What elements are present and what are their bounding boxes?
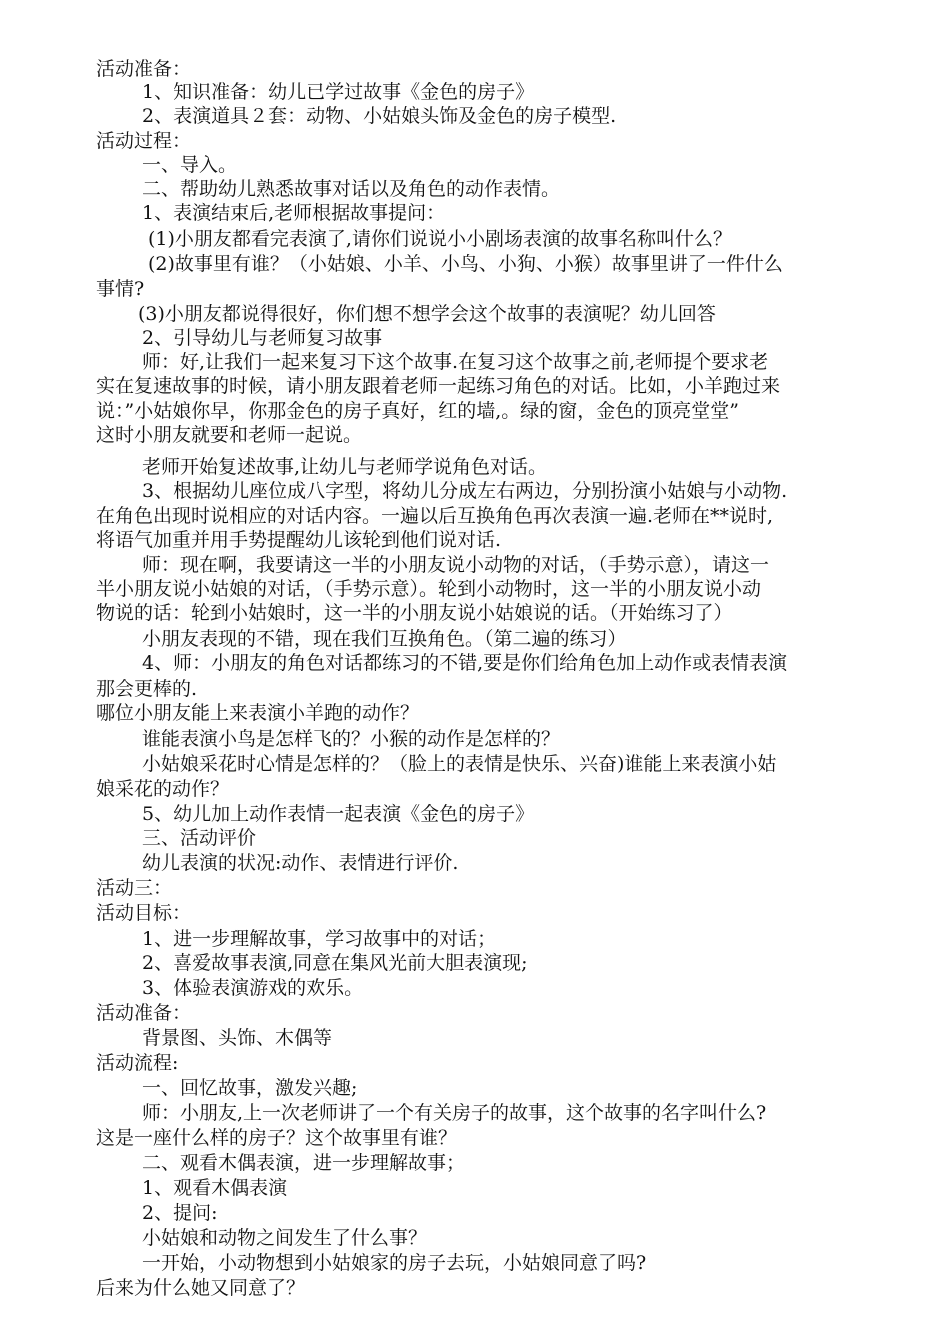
paragraph-line: 二、帮助幼儿熟悉故事对话以及角色的动作表情。: [142, 178, 561, 200]
paragraph-line: 实在复速故事的时候，请小朋友跟着老师一起练习角色的对话。比如，小羊跑过来: [96, 375, 781, 397]
paragraph-line: 1、表演结束后,老师根据故事提问：: [142, 202, 446, 224]
paragraph-line: 事情?: [96, 278, 145, 300]
paragraph-line: 这时小朋友就要和老师一起说。: [96, 424, 363, 446]
paragraph-line: 2、表演道具２套：动物、小姑娘头饰及金色的房子模型.: [142, 105, 617, 127]
paragraph-line: (3)小朋友都说得很好，你们想不想学会这个故事的表演呢？幼儿回答: [138, 303, 716, 325]
paragraph-line: 后来为什么她又同意了？: [96, 1277, 306, 1299]
paragraph-line: 那会更棒的.: [96, 678, 198, 700]
paragraph-line: 在角色出现时说相应的对话内容。一遍以后互换角色再次表演一遍.老师在**说时,: [96, 505, 774, 527]
paragraph-line: 师：现在啊，我要请这一半的小朋友说小动物的对话，（手势示意），请这一: [142, 554, 770, 576]
paragraph-line: 师：小朋友,上一次老师讲了一个有关房子的故事，这个故事的名字叫什么?: [142, 1102, 767, 1124]
paragraph-line: 一、导入。: [142, 154, 238, 176]
paragraph-line: (2)故事里有谁？（小姑娘、小羊、小鸟、小狗、小猴）故事里讲了一件什么: [148, 253, 783, 275]
paragraph-line: 一、回忆故事，激发兴趣;: [142, 1077, 358, 1099]
paragraph-line: 将语气加重并用手势提醒幼儿该轮到他们说对话.: [96, 529, 502, 551]
paragraph-line: 这是一座什么样的房子？这个故事里有谁？: [96, 1127, 458, 1149]
heading-goals: 活动目标：: [96, 902, 192, 924]
paragraph-line: 1、进一步理解故事，学习故事中的对话；: [142, 928, 497, 950]
heading-preparation: 活动准备：: [96, 58, 192, 80]
paragraph-line: 1、观看木偶表演: [142, 1177, 288, 1199]
paragraph-line: 三、活动评价: [142, 827, 257, 849]
paragraph-line: 2、喜爱故事表演,同意在集风光前大胆表演现;: [142, 952, 528, 974]
paragraph-line: 2、引导幼儿与老师复习故事: [142, 327, 383, 349]
paragraph-line: 二、观看木偶表演，进一步理解故事；: [142, 1152, 466, 1174]
paragraph-line: 老师开始复述故事,让幼儿与老师学说角色对话。: [142, 456, 548, 478]
paragraph-line: 1、知识准备：幼儿已学过故事《金色的房子》: [142, 81, 535, 103]
paragraph-line: 2、提问:: [142, 1202, 218, 1224]
paragraph-line: 物说的话：轮到小姑娘时，这一半的小朋友说小姑娘说的话。（开始练习了）: [96, 602, 733, 624]
paragraph-line: 半小朋友说小姑娘的对话，（手势示意）。轮到小动物时，这一半的小朋友说小动: [96, 578, 762, 600]
paragraph-line: 小朋友表现的不错，现在我们互换角色。（第二遍的练习）: [142, 628, 627, 650]
paragraph-line: 师：好,让我们一起来复习下这个故事.在复习这个故事之前,老师提个要求老: [142, 351, 769, 373]
paragraph-line: 小姑娘采花时心情是怎样的？（脸上的表情是快乐、兴奋)谁能上来表演小姑: [142, 753, 777, 775]
heading-flow: 活动流程:: [96, 1052, 179, 1074]
paragraph-line: 哪位小朋友能上来表演小羊跑的动作？: [96, 702, 420, 724]
paragraph-line: 小姑娘和动物之间发生了什么事？: [142, 1227, 428, 1249]
paragraph-line: 娘采花的动作？: [96, 778, 230, 800]
paragraph-line: (1)小朋友都看完表演了,请你们说说小小剧场表演的故事名称叫什么？: [148, 228, 732, 250]
heading-activity-three: 活动三：: [96, 877, 173, 899]
paragraph-line: 3、根据幼儿座位成八字型，将幼儿分成左右两边，分别扮演小姑娘与小动物.: [142, 480, 788, 502]
paragraph-line: 幼儿表演的状况:动作、表情进行评价.: [142, 852, 459, 874]
heading-process: 活动过程：: [96, 130, 192, 152]
paragraph-line: 说：”小姑娘你早，你那金色的房子真好，红的墙,。绿的窗，金色的顶亮堂堂”: [96, 400, 739, 422]
paragraph-line: 3、体验表演游戏的欢乐。: [142, 977, 364, 999]
paragraph-line: 4、师：小朋友的角色对话都练习的不错,要是你们给角色加上动作或表情表演: [142, 652, 788, 674]
paragraph-line: 5、幼儿加上动作表情一起表演《金色的房子》: [142, 803, 535, 825]
paragraph-line: 一开始，小动物想到小姑娘家的房子去玩，小姑娘同意了吗?: [142, 1252, 647, 1274]
paragraph-line: 背景图、头饰、木偶等: [142, 1027, 333, 1049]
paragraph-line: 谁能表演小鸟是怎样飞的？小猴的动作是怎样的？: [142, 728, 561, 750]
heading-preparation-2: 活动准备：: [96, 1002, 192, 1024]
